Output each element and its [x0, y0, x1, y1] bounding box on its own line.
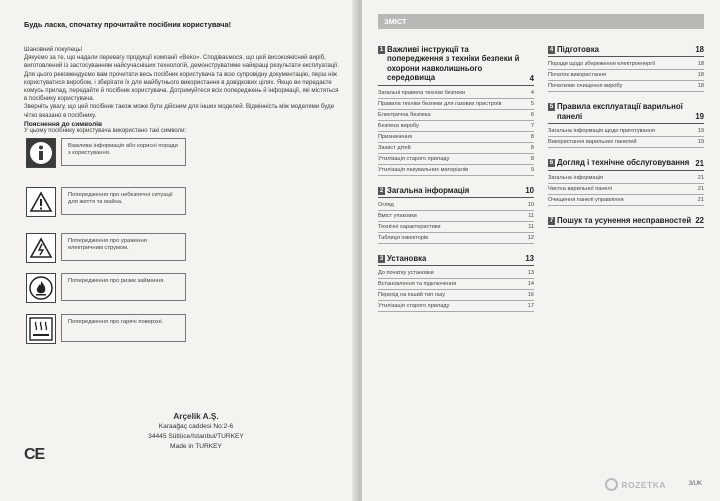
hot-surface-icon: [26, 314, 56, 344]
page-number: 3/UK: [688, 481, 702, 487]
section-page: 18: [695, 45, 704, 55]
toc-entry[interactable]: [548, 173, 704, 184]
section-page: 22: [695, 216, 704, 226]
section-number: 5: [549, 104, 554, 111]
toc-entry-page: 18: [697, 61, 704, 68]
section-title-text: Пошук та усунення несправностей: [557, 215, 692, 225]
toc-section-title[interactable]: [378, 254, 534, 266]
toc-left-column: [378, 45, 534, 322]
intro-title: Будь ласка, спочатку прочитайте посібник користувача!: [24, 20, 232, 29]
section-page: 13: [525, 254, 534, 264]
toc-entry-label: Технічні характеристики: [378, 224, 441, 231]
toc-entry-label: Використання варильних панелей: [548, 139, 637, 146]
toc-entry-label: Таблиця інжекторів: [378, 235, 429, 242]
toc-entry-label: Загальні правила техніки безпеки: [378, 89, 466, 96]
greeting: Шановний покупець!: [24, 46, 83, 53]
symbols-heading: Пояснення до символів: [24, 120, 103, 128]
toc-entry-label: Утилізація пакувальних матеріалів: [378, 166, 469, 173]
rozetka-watermark: [605, 478, 666, 491]
toc-entry-label: Правила техніки безпеки для газових пристроїв: [378, 100, 502, 107]
toc-entry-page: 12: [527, 235, 534, 242]
toc-entry-page: 14: [527, 281, 534, 288]
toc-entry[interactable]: [378, 143, 534, 154]
electric-shock-icon: [26, 233, 56, 263]
toc-entry-label: Початок використання: [548, 72, 607, 79]
toc-entry[interactable]: [378, 211, 534, 222]
address-line: 34445 Sütlüce/Istanbul/TURKEY: [148, 433, 244, 440]
address-line: Karaağaç caddesi No:2-6: [158, 423, 234, 430]
toc-section-title[interactable]: [548, 216, 704, 228]
toc-entry-page: 18: [697, 83, 704, 90]
toc-entry[interactable]: [378, 290, 534, 301]
toc-section: [378, 45, 534, 176]
toc-entry[interactable]: [378, 279, 534, 290]
toc-entry[interactable]: [378, 165, 534, 176]
toc-entry-page: 9: [530, 166, 534, 173]
toc-section-title[interactable]: [548, 45, 704, 57]
toc-entry[interactable]: [548, 59, 704, 70]
toc-entry-label: Безпека виробу: [378, 122, 419, 129]
toc-entry[interactable]: [378, 200, 534, 211]
toc-header: ЗМІСТ: [378, 14, 704, 29]
toc-entry[interactable]: [548, 126, 704, 137]
toc-entry[interactable]: [378, 110, 534, 121]
toc-entry-page: 6: [530, 111, 534, 118]
toc-entry-page: 16: [527, 292, 534, 299]
toc-entry[interactable]: [548, 137, 704, 148]
symbol-description: Попередження про ризик займання.: [61, 273, 186, 301]
rozetka-logo-icon: [605, 478, 618, 491]
toc-entry[interactable]: [378, 88, 534, 99]
toc-entry-label: Огляд: [378, 202, 394, 209]
toc-entry[interactable]: [548, 70, 704, 81]
ce-mark: CE: [24, 446, 45, 463]
intro-paragraph: Дякуємо за те, що надали перевагу продукції компанії «Beko». Сподіваємося, що цей високоякісний виріб, виготовлений із застосуванням найсучасніших технологій, демонструватиме найкращі результати експлуатації. Для цього рекомендуємо вам прочитати весь посібник користувача та всю супровідну документацію, перш ніж користуватися виробом, і зберігати їх для майбутнього використання в довідкових цілях. Якщо ви передаєте комусь прилад, передайте й посібник користувача. Дотримуйтеся всіх попереджень й інформації, які містяться в посібнику користувача.: [24, 54, 340, 103]
symbol-row-electric: [26, 233, 342, 263]
toc-entry[interactable]: [378, 132, 534, 143]
watermark-text: ROZETKA: [621, 479, 666, 490]
toc-entry-page: 5: [530, 100, 534, 107]
section-number: 6: [549, 160, 554, 167]
toc-entry[interactable]: [378, 99, 534, 110]
toc-entry-label: Очищення панелі управління: [548, 196, 624, 203]
toc-entry-label: Вміст упаковки: [378, 213, 417, 220]
toc-entry[interactable]: [548, 195, 704, 206]
toc-entry-label: Загальна інформація: [548, 174, 604, 181]
toc-entry-page: 18: [697, 72, 704, 79]
section-number: 2: [379, 187, 384, 194]
section-title-text: Правила експлуатації варильної панелі: [557, 102, 683, 121]
toc-section: [548, 158, 704, 205]
symbol-description: Попередження про гарячі поверхні.: [61, 314, 186, 342]
made-in: Made in TURKEY: [170, 443, 222, 450]
company-address: [96, 412, 296, 452]
right-page: [362, 0, 720, 501]
toc-entry-page: 21: [697, 185, 704, 192]
toc-entry-page: 11: [528, 213, 534, 220]
toc-entry-label: Утилізація старого приладу: [378, 303, 450, 310]
toc-section: [548, 45, 704, 92]
toc-entry-page: 10: [527, 202, 534, 209]
section-page: 4: [529, 73, 534, 83]
toc-entry-page: 13: [527, 270, 534, 277]
toc-entry-label: Перехід на інший тип газу: [378, 292, 445, 299]
toc-entry-page: 8: [530, 155, 534, 162]
toc-entry[interactable]: [378, 121, 534, 132]
section-page: 21: [695, 158, 704, 168]
section-page: 10: [525, 186, 534, 196]
symbol-row-info: [26, 138, 342, 168]
toc-entry-label: Встановлення та підключення: [378, 281, 457, 288]
fire-icon: [26, 273, 56, 303]
toc-entry-page: 8: [530, 133, 534, 140]
toc-entry-label: До початку установки: [378, 270, 434, 277]
company-name: Arçelik A.Ş.: [173, 412, 219, 421]
section-number: 1: [379, 47, 384, 53]
toc-entry-page: 17: [527, 303, 534, 310]
toc-entry-page: 4: [530, 89, 534, 96]
toc-entry-page: 11: [528, 224, 534, 231]
toc-entry[interactable]: [378, 154, 534, 165]
toc-entry[interactable]: [378, 268, 534, 279]
toc-entry-page: 21: [697, 174, 704, 181]
toc-section-title[interactable]: [548, 102, 704, 124]
left-page: [0, 0, 358, 501]
section-title-text: Догляд і технічне обслуговування: [557, 158, 690, 168]
toc-entry-page: 19: [697, 128, 704, 135]
toc-entry-label: Захист дітей: [378, 144, 411, 151]
toc-entry-page: 21: [697, 196, 704, 203]
toc-entry-page: 7: [530, 122, 534, 129]
symbol-description: Попередження про небезпечні ситуації для життя та майна.: [61, 187, 186, 215]
toc-section: [378, 254, 534, 312]
toc-entry-label: Електрична безпека: [378, 111, 431, 118]
symbols-intro: У цьому посібнику користувача використано такі символи:: [24, 127, 187, 134]
symbol-row-hot: [26, 314, 342, 344]
toc-entry-page: 8: [530, 144, 534, 151]
toc-entry-label: Поради щодо збереження електроенергії: [548, 61, 656, 68]
symbol-description: Попередження про ураження електричним струмом.: [61, 233, 186, 261]
section-title-text: Підготовка: [557, 45, 599, 54]
toc-entry-label: Призначення: [378, 133, 413, 140]
toc-section-title[interactable]: [378, 186, 534, 198]
symbol-row-warning: [26, 187, 342, 217]
info-icon: [26, 138, 56, 168]
section-title-text: Установка: [387, 254, 427, 264]
toc-entry[interactable]: [378, 233, 534, 244]
toc-entry[interactable]: [548, 184, 704, 195]
toc-entry-label: Чистка варильної панелі: [548, 185, 612, 192]
section-number: 4: [549, 47, 554, 53]
toc-entry[interactable]: [378, 301, 534, 312]
toc-entry[interactable]: [548, 81, 704, 92]
toc-entry-page: 19: [697, 139, 704, 146]
warning-icon: [26, 187, 56, 217]
intro-text: [24, 46, 342, 120]
toc-section: [548, 216, 704, 228]
symbol-description: Важлива інформація або корисні поради з користування.: [61, 138, 186, 166]
models-note: Зверніть увагу, що цей посібник також може бути дійсним для інших моделей. Відмінність між моделями буде чітко вказано в посібнику.: [24, 103, 335, 119]
toc-section: [548, 102, 704, 148]
toc-entry-label: Початкове очищення виробу: [548, 83, 623, 90]
toc-entry[interactable]: [378, 222, 534, 233]
toc-right-column: [548, 45, 704, 322]
section-number: 7: [549, 217, 554, 224]
toc-section-title[interactable]: [548, 158, 704, 170]
symbol-row-fire: [26, 273, 342, 303]
section-page: 19: [695, 112, 704, 122]
toc-entry-label: Утилізація старого приладу: [378, 155, 450, 162]
toc-section-title[interactable]: [378, 45, 534, 86]
section-title-text: Важливі інструкції та попередження з техніки безпеки й охорони навколишнього середовища: [387, 45, 520, 83]
section-title-text: Загальна інформація: [387, 185, 470, 195]
section-number: 3: [379, 256, 384, 263]
toc-section: [378, 186, 534, 244]
toc-entry-label: Загальна інформація щодо приготування: [548, 128, 655, 135]
